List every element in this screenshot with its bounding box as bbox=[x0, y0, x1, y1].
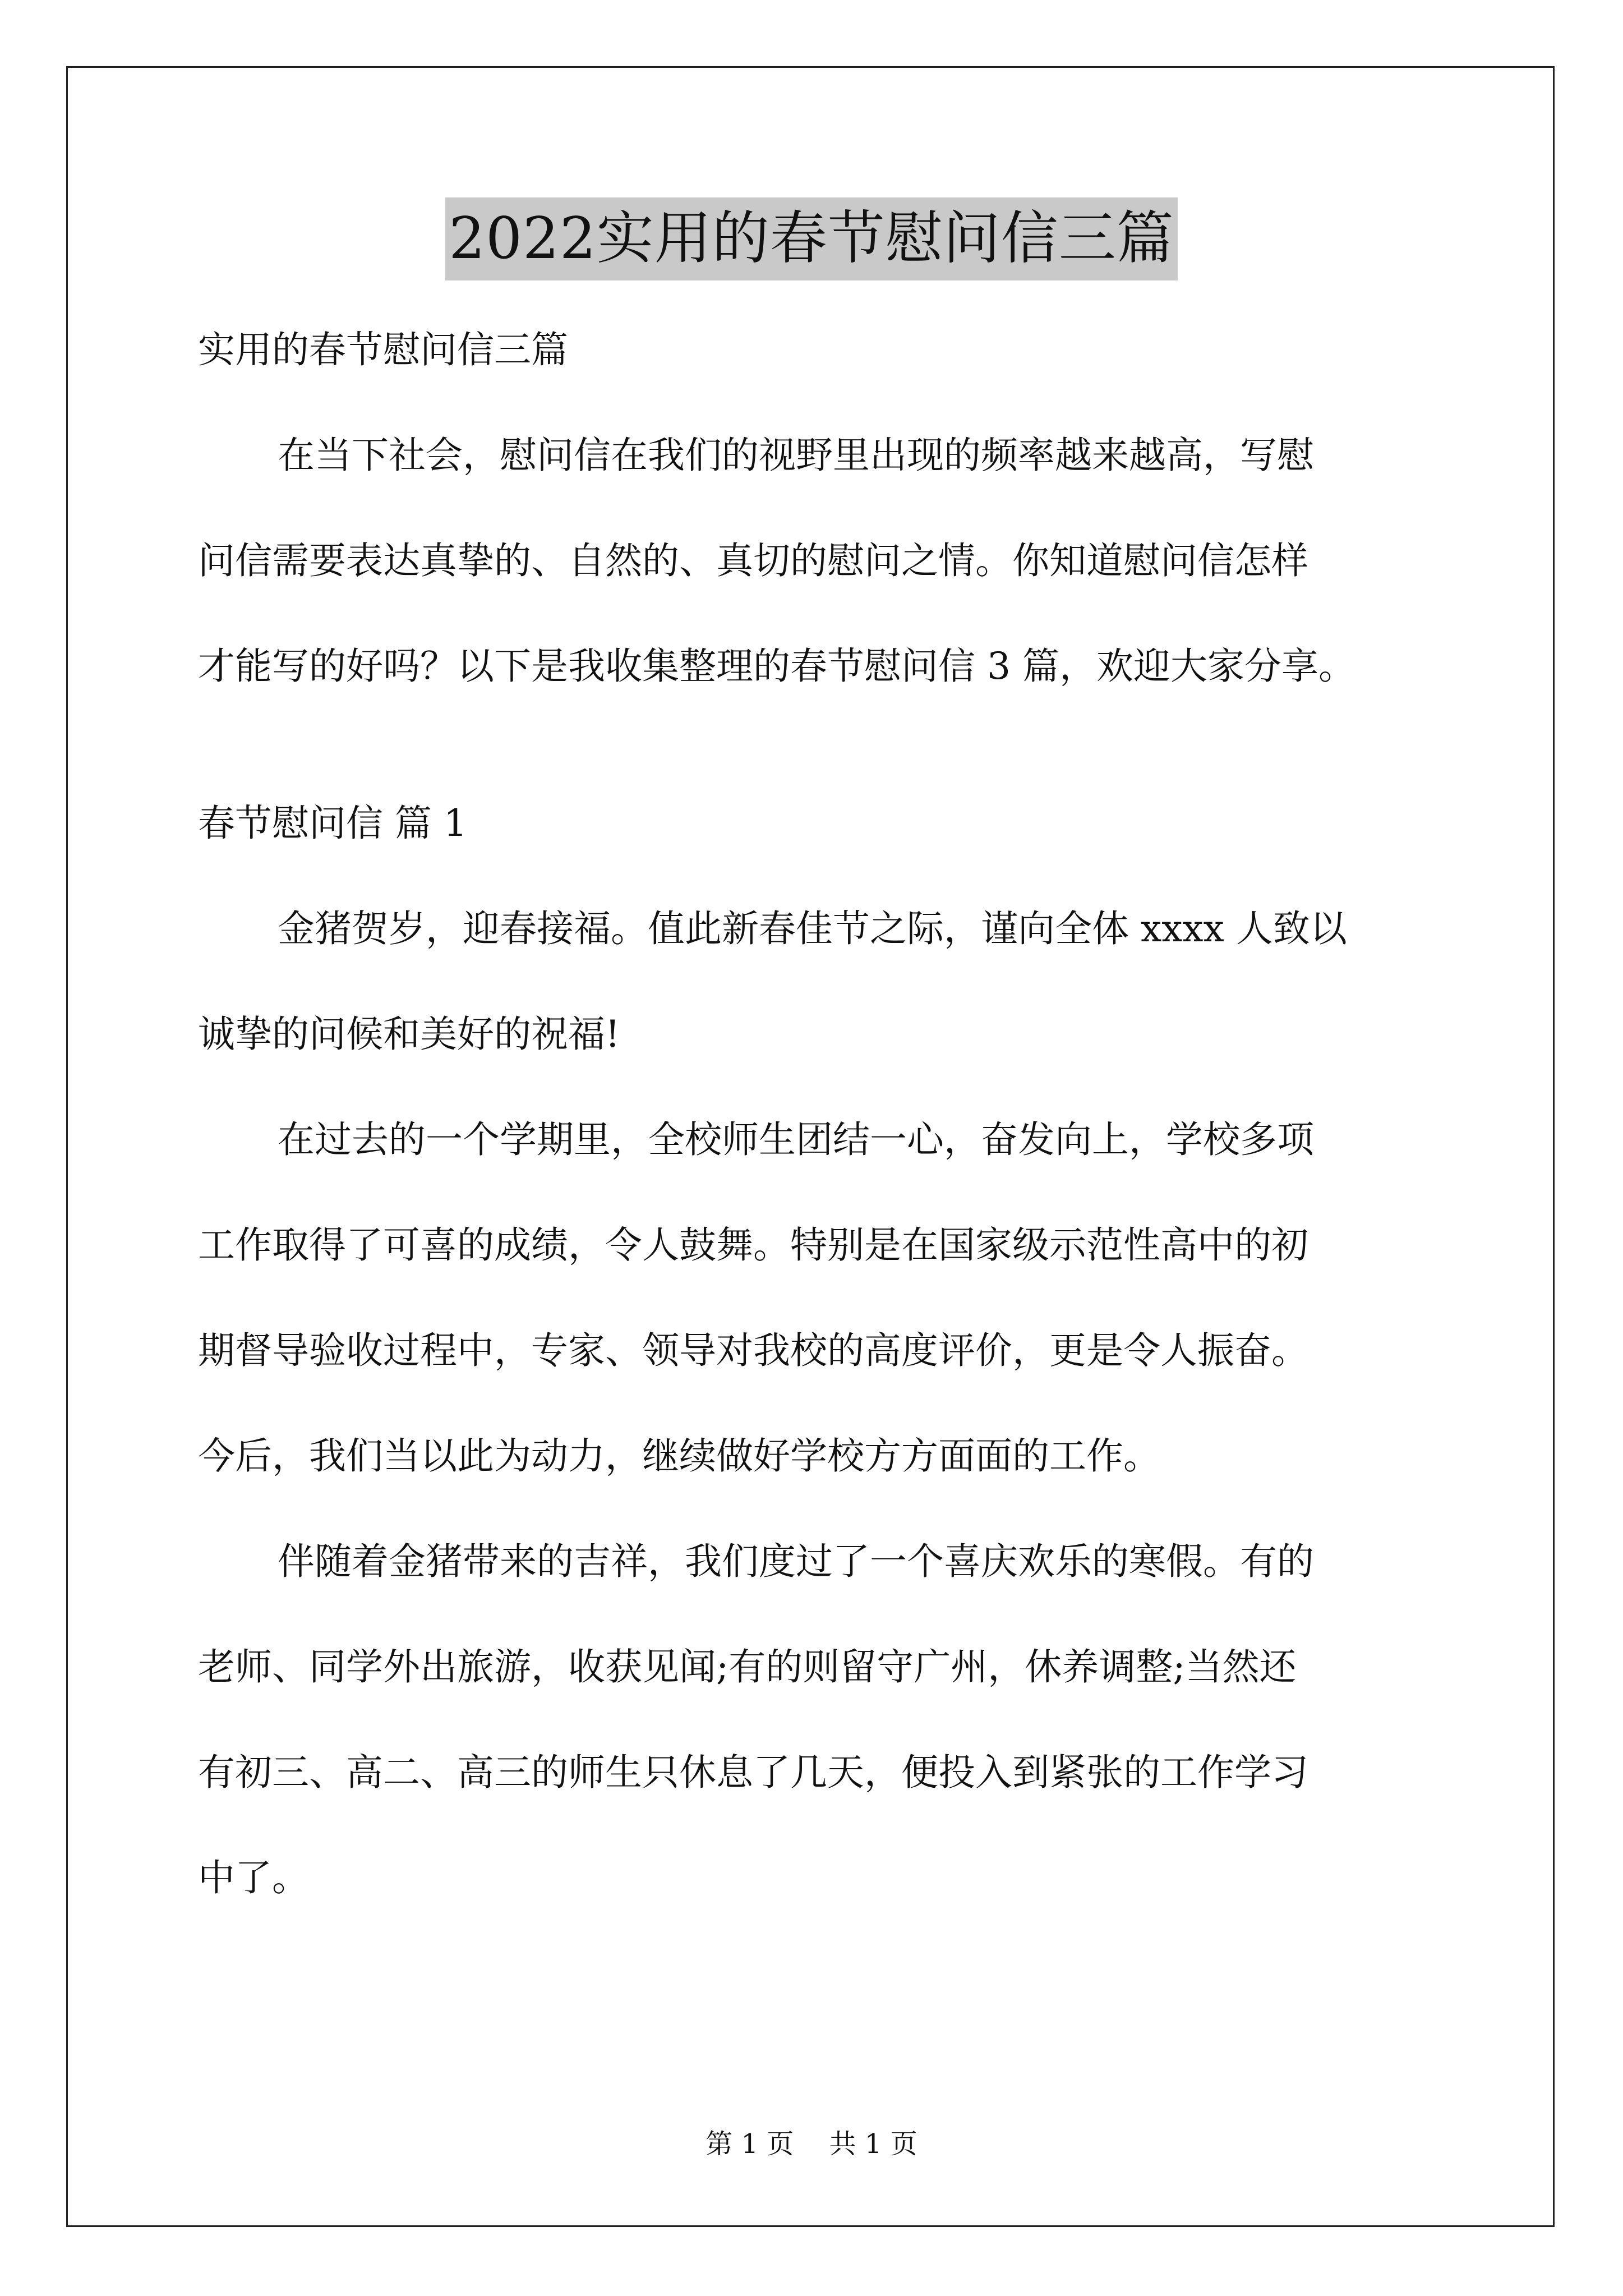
p2-line-3: 期督导验收过程中，专家、领导对我校的高度评价，更是令人振奋。 bbox=[198, 1329, 1308, 1372]
section-spacer bbox=[198, 719, 1432, 771]
p2-line-4: 今后，我们当以此为动力，继续做好学校方方面面的工作。 bbox=[198, 1434, 1160, 1478]
page-number-total: 共 1 页 bbox=[829, 2128, 917, 2160]
document-body bbox=[198, 297, 1432, 1931]
section-heading: 春节慰问信 篇 1 bbox=[198, 802, 467, 845]
intro-line-1: 在当下社会，慰问信在我们的视野里出现的频率越来越高，写慰 bbox=[278, 434, 1314, 477]
page-footer bbox=[0, 2127, 1623, 2161]
p1-line-1: 金猪贺岁，迎春接福。值此新春佳节之际，谨向全体 xxxx 人致以 bbox=[278, 907, 1347, 950]
p3-line-1: 伴随着金猪带来的吉祥，我们度过了一个喜庆欢乐的寒假。有的 bbox=[278, 1540, 1314, 1583]
p2-line-2: 工作取得了可喜的成绩，令人鼓舞。特别是在国家级示范性高中的初 bbox=[198, 1223, 1308, 1267]
document-subtitle: 实用的春节慰问信三篇 bbox=[198, 328, 568, 371]
title-container bbox=[0, 197, 1623, 280]
p3-line-2: 老师、同学外出旅游，收获见闻;有的则留守广州，休养调整;当然还 bbox=[198, 1645, 1297, 1688]
intro-line-3: 才能写的好吗？以下是我收集整理的春节慰问信 3 篇，欢迎大家分享。 bbox=[198, 645, 1355, 688]
page-number-current: 第 1 页 bbox=[706, 2128, 794, 2160]
p3-line-3: 有初三、高二、高三的师生只休息了几天，便投入到紧张的工作学习 bbox=[198, 1751, 1308, 1794]
p3-line-4: 中了。 bbox=[198, 1856, 309, 1899]
intro-line-2: 问信需要表达真挚的、自然的、真切的慰问之情。你知道慰问信怎样 bbox=[198, 539, 1308, 582]
p1-line-2: 诚挚的问候和美好的祝福! bbox=[198, 1013, 620, 1056]
p2-line-1: 在过去的一个学期里，全校师生团结一心，奋发向上，学校多项 bbox=[278, 1118, 1314, 1161]
document-title: 2022实用的春节慰问信三篇 bbox=[445, 197, 1178, 280]
